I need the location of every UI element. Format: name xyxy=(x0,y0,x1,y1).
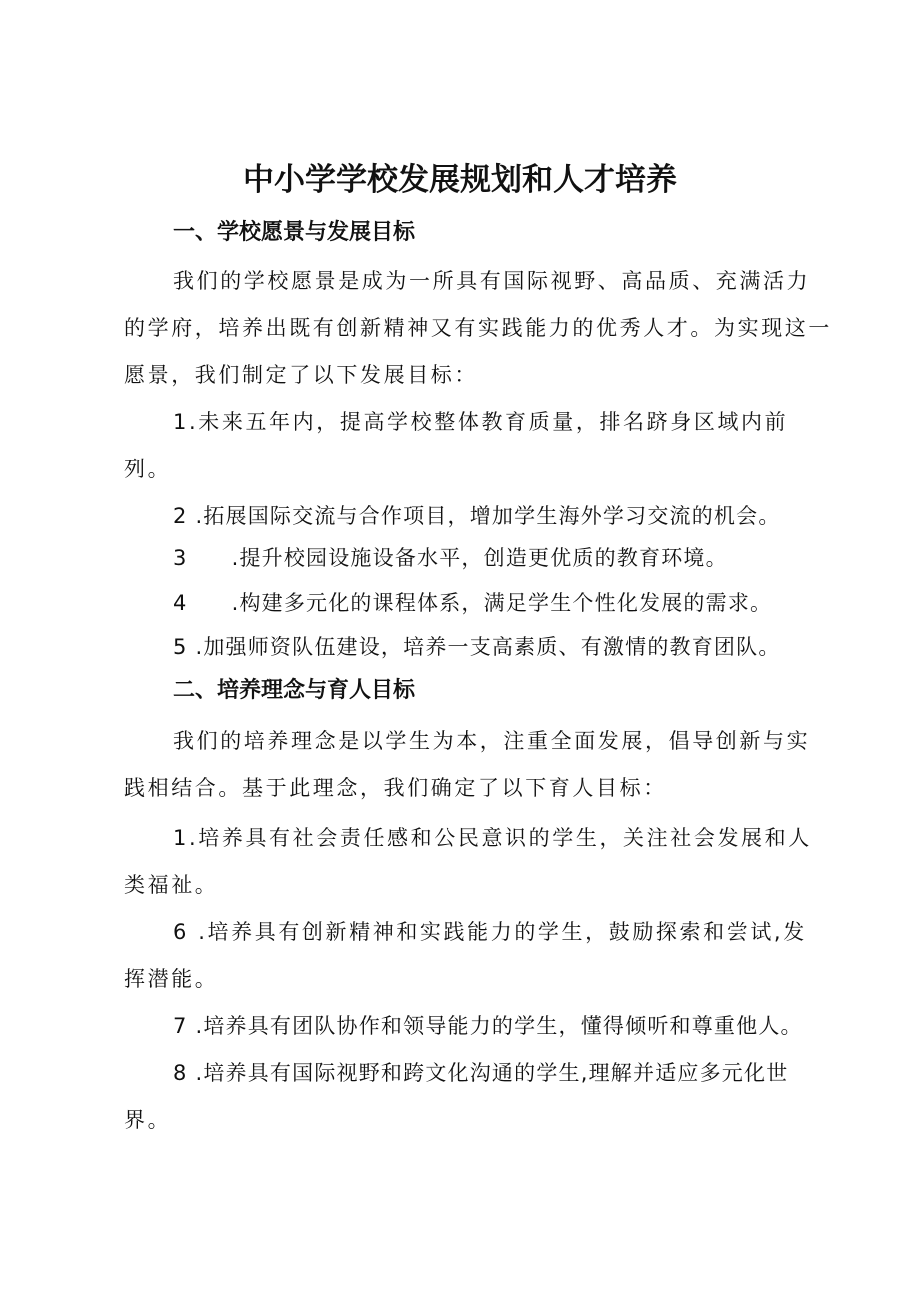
list-item-number: 1. xyxy=(173,826,199,850)
section-heading-philosophy: 二、培养理念与育人目标 xyxy=(173,678,416,703)
list-item-text: .加强师资队伍建设，培养一支高素质、有激情的教育团队。 xyxy=(195,635,781,659)
list-item-goal-5 xyxy=(173,632,781,662)
list-item-text: .培养具有创新精神和实践能力的学生，鼓励探索和尝试,发 xyxy=(198,920,807,944)
list-item-objective-1 xyxy=(173,823,812,853)
list-item-text: .拓展国际交流与合作项目，增加学生海外学习交流的机会。 xyxy=(195,504,781,528)
list-item-number: 2 xyxy=(173,504,188,528)
paragraph-line: 的学府，培养出既有创新精神又有实践能力的优秀人才。为实现这一 xyxy=(124,316,832,340)
list-item-number: 7 xyxy=(173,1014,188,1038)
list-item-number: 3 xyxy=(173,546,188,570)
list-item-text: .提升校园设施设备水平，创造更优质的教育环境。 xyxy=(231,546,728,570)
list-item-objective-8 xyxy=(173,1058,788,1088)
paragraph-line: 践相结合。基于此理念，我们确定了以下育人目标： xyxy=(124,776,667,800)
list-item-text: 未来五年内，提高学校整体教育质量，排名跻身区域内前 xyxy=(198,410,789,434)
list-item-number: 6 xyxy=(173,920,189,944)
list-item-objective-6 xyxy=(173,917,807,947)
list-item-continuation: 类福祉。 xyxy=(124,873,219,897)
paragraph-line: 愿景，我们制定了以下发展目标： xyxy=(124,363,478,387)
list-item-text: 培养具有社会责任感和公民意识的学生，关注社会发展和人 xyxy=(198,826,812,850)
list-item-continuation: 挥潜能。 xyxy=(124,967,219,991)
paragraph-line: 我们的培养理念是以学生为本，注重全面发展，倡导创新与实 xyxy=(173,729,811,753)
list-item-text: .构建多元化的课程体系，满足学生个性化发展的需求。 xyxy=(231,591,773,615)
list-item-continuation: 列。 xyxy=(124,457,172,481)
list-item-text: .培养具有国际视野和跨文化沟通的学生,理解并适应多元化世 xyxy=(195,1061,789,1085)
list-item-number: 1. xyxy=(173,410,199,434)
list-item-goal-2 xyxy=(173,501,781,531)
list-item-number: 4 xyxy=(173,591,188,615)
list-item-objective-7 xyxy=(173,1011,803,1041)
list-item-continuation: 界。 xyxy=(124,1108,172,1132)
list-item-number: 5 xyxy=(173,635,188,659)
list-item-goal-1 xyxy=(173,407,788,437)
list-item-text: .培养具有团队协作和领导能力的学生，懂得倾听和尊重他人。 xyxy=(195,1014,803,1038)
list-item-number: 8 xyxy=(173,1061,188,1085)
document-title: 中小学学校发展规划和人才培养 xyxy=(243,162,677,198)
list-item-goal-3 xyxy=(173,543,728,573)
paragraph-line: 我们的学校愿景是成为一所具有国际视野、高品质、充满活力 xyxy=(173,269,811,293)
section-heading-vision: 一、学校愿景与发展目标 xyxy=(173,220,416,245)
list-item-goal-4 xyxy=(173,588,772,618)
